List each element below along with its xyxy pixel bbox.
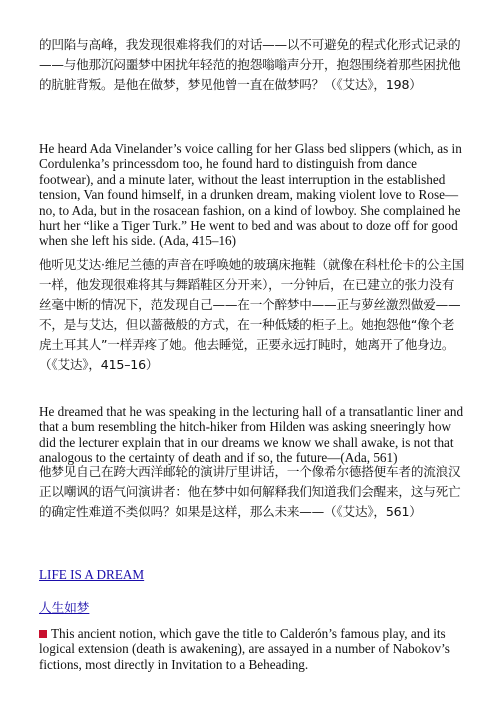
paragraph-zh-3: 他梦见自己在跨大西洋邮轮的演讲厅里讲话，一个像希尔德搭便车者的流浪汉正以嘲讽的语气问演讲者：他在梦中如何解释我们知道我们会醒来，这与死亡的确定性难道不类似吗？如果是这样，那么未来——（《艾达》，561）: [39, 464, 461, 519]
paragraph-en-4-text: This ancient notion, which gave the title to Calderón’s famous play, and its logical extension (death is awakening), are assayed in a number of Nabokov’s fictions, most directly in Invitation to a Beheading.: [39, 626, 450, 672]
life-is-a-dream-link[interactable]: LIFE IS A DREAM: [39, 567, 145, 582]
paragraph-en-4: [39, 626, 469, 672]
paragraph-zh-2: 他听见艾达·维尼兰德的声音在呼唤她的玻璃床拖鞋（就像在科杜伦卡的公主国一样，他发现很难将其与舞蹈鞋区分开来），一分钟后，在已建立的张力没有丝毫中断的情况下，范发现自己——在一个醉梦中——正与萝丝激烈做爱——不，是与艾达，但以蔷薇般的方式，在一种低矮的柜子上。她抱怨他“像个老虎土耳其人”一样弄疼了她。他去睡觉，正要永远打盹时，她离开了他身边。（《艾达》，415–16）: [39, 257, 465, 372]
bullet-marker-icon: [39, 630, 47, 638]
paragraph-zh-1: 的凹陷与高峰，我发现很难将我们的对话——以不可避免的程式化形式记录的——与他那沉闷噩梦中困扰年轻范的抱怨嗡嗡声分开，抱怨围绕着那些困扰他的肮脏背叛。是他在做梦，梦见他曾一直在做梦吗？（《艾达》，198）: [39, 37, 461, 92]
life-is-a-dream-zh-link[interactable]: 人生如梦: [39, 600, 90, 615]
paragraph-en-3: He dreamed that he was speaking in the lecturing hall of a transatlantic liner and that a bum resembling the hitch-hiker from Hilden was asking sneeringly how did the lecturer explain that in our dreams we know we shall awake, is not that analogous to the certainty of death and if so, the future—(Ada, 561): [39, 404, 464, 466]
paragraph-en-2: He heard Ada Vinelander’s voice calling for her Glass bed slippers (which, as in Cordulenka’s princessdom too, he found hard to distinguish from dance footwear), and a minute later, without the least interruption in the established tension, Van found himself, in a drunken dream, making violent love to Rose—no, to Ada, but in the rosacean fashion, on a kind of lowboy. She complained he hurt her “like a Tiger Turk.” He went to bed and was about to doze off for good when she left his side. (Ada, 415–16): [39, 141, 462, 249]
